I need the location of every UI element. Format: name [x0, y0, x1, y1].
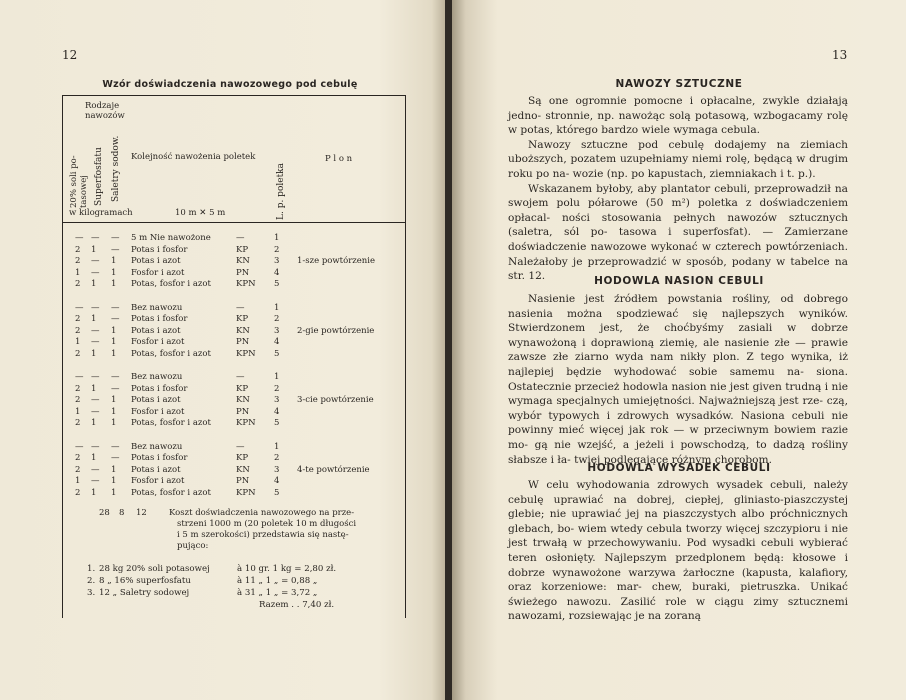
table-cell: 2 [274, 244, 280, 255]
table-cell: — [91, 325, 100, 336]
table-cell: 2 [75, 487, 81, 498]
table-cell: 5 [274, 279, 280, 289]
table-cell: 3 [274, 325, 280, 336]
table-cell: Potas i azot [131, 395, 181, 405]
table-cell: Potas, fosfor i azot [131, 348, 211, 359]
table-row [63, 453, 405, 464]
table-cell: — [111, 244, 120, 255]
section-body [508, 292, 848, 467]
table-cell: 1 [91, 244, 97, 255]
table-row [63, 349, 405, 360]
table-cell: 2 [75, 418, 81, 428]
table-cell: 1 [91, 418, 97, 428]
table-cell: KPN [236, 279, 256, 289]
table-cell: 1 [111, 325, 117, 336]
table-cell: KPN [236, 418, 256, 428]
fertilizer-table [62, 95, 406, 618]
table-cell: — [75, 302, 84, 313]
table-cell: — [75, 441, 84, 452]
cost-calc: à 10 gr. 1 kg = 2,80 zł. [237, 564, 337, 574]
section-body [508, 478, 848, 624]
table-cell: Potas i azot [131, 325, 181, 336]
table-cell: 1 [111, 279, 117, 289]
cost-note-line: Koszt doświadczenia nawozowego na prze- [169, 508, 355, 518]
cost-n: 1. [87, 564, 96, 574]
table-row [63, 407, 405, 418]
cost-n: 2. [87, 576, 96, 586]
table-cell: — [91, 464, 100, 475]
cost-calc: à 11 „ 1 „ = 0,88 „ [237, 576, 318, 586]
table-cell: KN [236, 256, 250, 266]
header-order: Kolejność nawożenia poletek [131, 152, 256, 162]
table-cell: KP [236, 383, 249, 394]
header-yield: P l o n [325, 154, 353, 164]
table-cell: 2 [274, 314, 280, 324]
cost-note-line: i 5 m szerokości) przedstawia się nastę- [177, 530, 349, 540]
table-row [63, 476, 405, 487]
table-cell: KPN [236, 487, 256, 498]
table-cell: — [111, 441, 120, 452]
table-cell: 1 [75, 337, 81, 347]
table-cell: 1 [274, 372, 280, 382]
table-cell: Bez nawozu [131, 372, 183, 382]
table-cell: Potas i fosfor [131, 314, 188, 324]
table-cell: 2 [75, 453, 81, 463]
table-cell: 4 [274, 267, 280, 278]
table-cell: 1 [111, 337, 117, 347]
table-cell: 2 [75, 256, 81, 266]
table-cell: 2 [75, 395, 81, 405]
cost-calc: à 31 „ 1 „ = 3,72 „ [237, 588, 318, 598]
book-gutter [445, 0, 452, 700]
table-row [63, 233, 405, 244]
table-cell: — [91, 406, 100, 417]
table-title: Wzór doświadczenia nawozowego pod cebulę [102, 79, 358, 90]
table-cell: 1 [75, 267, 81, 278]
table-cell: 1 [111, 487, 117, 498]
cost-note-line: pująco: [177, 541, 209, 551]
table-cell: 5 [274, 418, 280, 428]
table-cell: Fosfor i azot [131, 337, 185, 347]
total-potassium: 28 [99, 508, 110, 518]
page-number-right: 13 [832, 48, 848, 62]
table-cell: 2 [75, 325, 81, 336]
table-row [63, 442, 405, 453]
table-cell: Fosfor i azot [131, 476, 185, 486]
table-cell: — [91, 337, 100, 347]
table-cell: — [111, 233, 120, 243]
table-cell: 1 [111, 418, 117, 428]
table-cell: Fosfor i azot [131, 267, 185, 278]
table-cell: Potas i azot [131, 256, 181, 266]
table-cell: KN [236, 325, 250, 336]
table-cell: KN [236, 395, 250, 405]
table-cell: 1 [111, 476, 117, 486]
total-saltpeter: 12 [136, 508, 147, 518]
table-row [63, 337, 405, 348]
header-plot-number: L. p. poletka [276, 162, 286, 220]
table-cell: 1 [91, 348, 97, 359]
table-cell: 1 [91, 314, 97, 324]
header-col-saltpeter: Saletry sodow. [111, 135, 121, 202]
table-cell: 3 [274, 256, 280, 266]
cost-item: 28 kg 20% soli potasowej [99, 564, 210, 574]
table-cell: — [111, 453, 120, 463]
table-cell: — [91, 267, 100, 278]
table-cell: Potas i fosfor [131, 244, 188, 255]
table-cell: 3 [274, 464, 280, 475]
table-cell: — [91, 256, 100, 266]
section-title: NAWOZY SZTUCZNE [615, 78, 743, 90]
table-cell: 1 [111, 395, 117, 405]
table-cell: — [236, 441, 245, 452]
table-cell: — [111, 302, 120, 313]
table-cell: — [111, 383, 120, 394]
table-cell: KP [236, 453, 249, 463]
table-row [63, 418, 405, 429]
table-cell: PN [236, 476, 250, 486]
table-cell: PN [236, 267, 250, 278]
table-cell: 2 [75, 279, 81, 289]
table-cell: 4 [274, 337, 280, 347]
section-title: HODOWLA NASION CEBULI [594, 275, 764, 287]
table-cell: KP [236, 314, 249, 324]
table-cell: 1 [75, 406, 81, 417]
table-row [63, 384, 405, 395]
table-cell: — [91, 476, 100, 486]
table-cell: 1 [274, 233, 280, 243]
table-cell: 5 [274, 348, 280, 359]
table-cell: KPN [236, 348, 256, 359]
table-cell: — [236, 372, 245, 382]
table-cell: 2 [274, 453, 280, 463]
table-cell: 4 [274, 476, 280, 486]
table-cell: Potas, fosfor i azot [131, 279, 211, 289]
header-plot-size: 10 m ✕ 5 m [175, 208, 226, 218]
total-superphosphate: 8 [119, 508, 125, 518]
header-rodzaje: Rodzaje nawozów [85, 101, 125, 121]
table-cell: — [111, 314, 120, 324]
table-cell: Potas, fosfor i azot [131, 418, 211, 428]
table-cell: PN [236, 406, 250, 417]
table-cell: Potas, fosfor i azot [131, 487, 211, 498]
table-row [63, 245, 405, 256]
paragraph: Nawozy sztuczne pod cebulę dodajemy na ziemiach uboższych, pozatem uzupełniamy niemi rolę, będącą w drugim roku po na- wozie (np. po kapustach, ziemniakach i t. p.). [508, 138, 848, 180]
table-cell: 1 [111, 464, 117, 475]
table-cell: 1 [91, 383, 97, 394]
table-cell: 1 [111, 348, 117, 359]
cost-note-line: strzeni 1000 m (20 poletek 10 m długości [177, 519, 357, 529]
table-cell: Potas i azot [131, 464, 181, 475]
table-cell: — [236, 302, 245, 313]
table-cell: — [91, 441, 100, 452]
table-cell: 2 [75, 348, 81, 359]
table-cell: — [91, 233, 100, 243]
table-row [63, 372, 405, 383]
cost-sum: Razem . . 7,40 zł. [259, 600, 335, 610]
table-cell: 1 [274, 302, 280, 313]
table-cell: 2 [274, 383, 280, 394]
table-cell: — [111, 372, 120, 382]
table-cell: Potas i fosfor [131, 453, 188, 463]
table-cell: PN [236, 337, 250, 347]
header-divider [63, 222, 405, 223]
table-cell: Bez nawozu [131, 441, 183, 452]
paragraph: W celu wyhodowania zdrowych wysadek cebuli, należy cebulę uprawiać na dobrej, ciepłej, gliniasto-piaszczystej glebie; nie uprawiać jej na piaszczystych albo próchnicznych glebach, bo- wiem wtedy cebula tworzy więcej szczypioru i nie jest trwałą w przechowywaniu. Pod wysadki cebuli wybierać teren osłonięty. Najlepszym przedplonem będą: kłosowe i dobrze wynawożone warzywa żarłoczne (kapusta, kalafiory, oraz korzeniowe: mar- chew, buraki, pietruszka. Unikać świeżego nawozu. Zasilić role w ciągu zimy sztucznemi nawozami, rozsiewając je na zoraną [508, 479, 848, 623]
repetition-label: 4-te powtórzenie [297, 464, 370, 475]
table-cell: — [75, 372, 84, 382]
table-cell: Fosfor i azot [131, 406, 185, 417]
table-cell: 2 [75, 383, 81, 394]
table-cell: 4 [274, 406, 280, 417]
table-cell: 3 [274, 395, 280, 405]
header-unit: w kilogramach [69, 208, 133, 218]
table-cell: 1 [91, 453, 97, 463]
table-cell: KP [236, 244, 249, 255]
repetition-label: 3-cie powtórzenie [297, 395, 374, 405]
section-title: HODOWLA WYSADEK CEBULI [587, 462, 771, 474]
table-cell: 2 [75, 464, 81, 475]
table-cell: 2 [75, 244, 81, 255]
repetition-label: 1-sze powtórzenie [297, 256, 376, 266]
table-row [63, 268, 405, 279]
cost-item: 8 „ 16% superfosfatu [99, 576, 191, 586]
header-col-superphosphate: Superfosfatu [94, 147, 104, 206]
table-cell: Potas i fosfor [131, 383, 188, 394]
paragraph: Nasienie jest źródłem powstania rośliny, od dobrego nasienia można spodziewać się najlepszych wyników. Stwierdzonem jest, że choćbyśmy zasiali w dobrze wynawożoną i doprawioną ziemię, ale nasienie złe — prawie zawsze złe ziarno wyda nam nikły plon. Z tego wynika, iż najlepiej będzie wyhodować sobie samemu na- siona. Ostatecznie przecież hodowla nasion nie jest given trudną i nie wymaga specjalnych umiejętności. Najważniejszą jest rze- czą, wybór typowych i zdrowych wysadków. Nasiona cebuli nie powinny mieć więcej jak rok — w przeciwnym bowiem razie mo- gą nie wzejść, a jeżeli i powschodzą, to dadzą rośliny słabsze i ła- twiej podlegające różnym chorobom. [508, 293, 848, 466]
paragraph: Wskazanem byłoby, aby plantator cebuli, przeprowadził na swojem polu półarowe (50 m²) poletka z doświadczeniem opłacal- ności stosowania pełnych nawozów sztucznych (saletra, sól po- tasowa i superfosfat). — Zamierzane doświadczenie nawozowe wykonać w czterech powtórzeniach. Należałoby je przeprowadzić w sposób, podany w tabelce na str. 12. [508, 182, 848, 283]
table-cell: — [236, 233, 245, 243]
table-cell: 1 [274, 441, 280, 452]
paragraph: Są one ogromnie pomocne i opłacalne, zwykle działają jedno- stronnie, np. nawożąc solą potasową, wzbogacamy rolę w potas, którego bardzo wiele wymaga cebula. [508, 95, 848, 137]
table-cell: — [75, 233, 84, 243]
cost-item: 12 „ Saletry sodowej [99, 588, 190, 598]
table-cell: KN [236, 464, 250, 475]
table-row [63, 303, 405, 314]
header-col-potassium: 20% soli po- tasowej [69, 155, 89, 208]
table-cell: 1 [91, 487, 97, 498]
table-cell: — [91, 395, 100, 405]
table-cell: 5 m Nie nawożone [131, 233, 211, 243]
table-cell: 1 [111, 406, 117, 417]
table-cell: — [91, 372, 100, 382]
table-row [63, 314, 405, 325]
table-cell: 1 [111, 267, 117, 278]
cost-n: 3. [87, 588, 96, 598]
table-row [63, 488, 405, 499]
table-cell: 1 [91, 279, 97, 289]
table-cell: — [91, 302, 100, 313]
page-number-left: 12 [62, 48, 78, 62]
table-cell: 1 [111, 256, 117, 266]
table-row [63, 279, 405, 290]
repetition-label: 2-gie powtórzenie [297, 325, 375, 336]
left-page [0, 0, 445, 700]
table-cell: 5 [274, 487, 280, 498]
table-cell: 1 [75, 476, 81, 486]
table-cell: Bez nawozu [131, 302, 183, 313]
section-body [508, 94, 848, 284]
table-cell: 2 [75, 314, 81, 324]
